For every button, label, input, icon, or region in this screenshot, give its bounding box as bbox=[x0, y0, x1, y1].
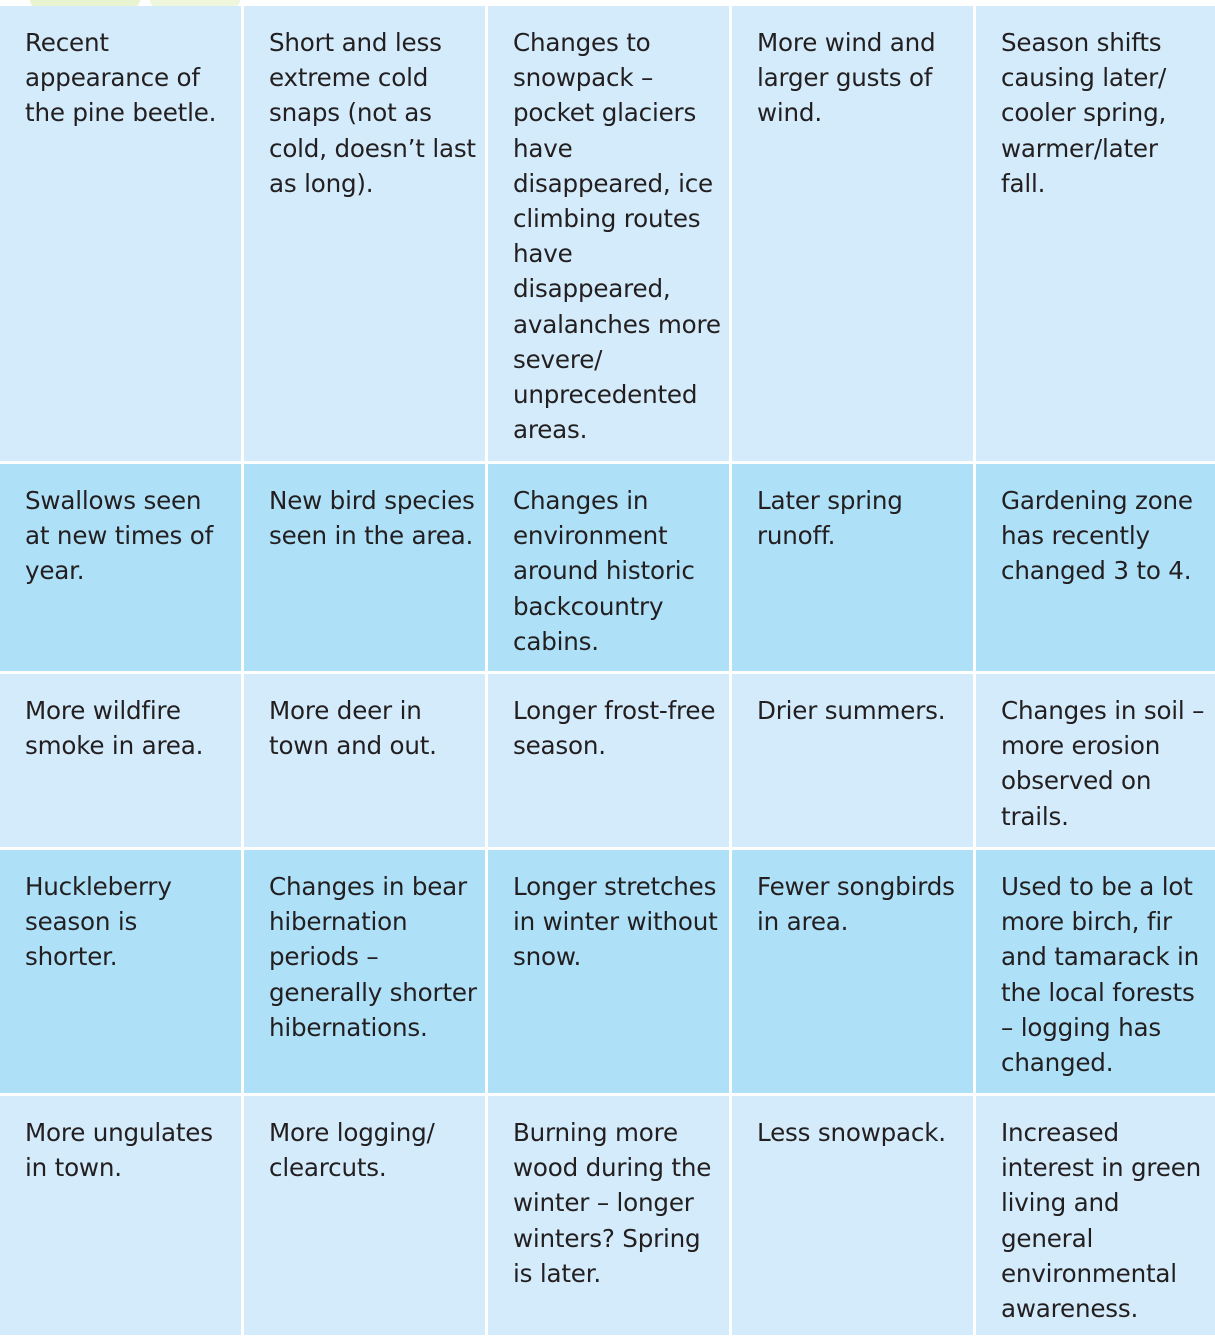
table-cell: Gardening zone has recently changed 3 to 4. bbox=[976, 464, 1215, 674]
table-cell: Burning more wood during the winter – longer winters? Spring is later. bbox=[488, 1096, 732, 1338]
table-cell: Recent appearance of the pine beetle. bbox=[0, 6, 244, 464]
table-cell: More logging/ clearcuts. bbox=[244, 1096, 488, 1338]
table-cell: Changes in bear hibernation periods – generally shorter hibernations. bbox=[244, 850, 488, 1096]
observations-table bbox=[0, 6, 1215, 1338]
table-cell: Longer stretches in winter without snow. bbox=[488, 850, 732, 1096]
table-cell: Swallows seen at new times of year. bbox=[0, 464, 244, 674]
table-cell: Longer frost-free season. bbox=[488, 674, 732, 850]
table-cell: Changes in environment around historic backcountry cabins. bbox=[488, 464, 732, 674]
table-cell: New bird species seen in the area. bbox=[244, 464, 488, 674]
table-cell: Changes to snowpack – pocket glaciers have disappeared, ice climbing routes have disappeared, avalanches more severe/ unprecedented areas. bbox=[488, 6, 732, 464]
table-cell: Increased interest in green living and general environmental awareness. bbox=[976, 1096, 1215, 1338]
table-cell: Short and less extreme cold snaps (not as cold, doesn’t last as long). bbox=[244, 6, 488, 464]
table-cell: More deer in town and out. bbox=[244, 674, 488, 850]
table-cell: Less snowpack. bbox=[732, 1096, 976, 1338]
table-cell: More ungulates in town. bbox=[0, 1096, 244, 1338]
table-cell: More wind and larger gusts of wind. bbox=[732, 6, 976, 464]
table-cell: Fewer songbirds in area. bbox=[732, 850, 976, 1096]
table-cell: Huckleberry season is shorter. bbox=[0, 850, 244, 1096]
table-cell: More wildfire smoke in area. bbox=[0, 674, 244, 850]
table-cell: Drier summers. bbox=[732, 674, 976, 850]
table-cell: Later spring runoff. bbox=[732, 464, 976, 674]
table-cell: Used to be a lot more birch, fir and tamarack in the local forests – logging has changed. bbox=[976, 850, 1215, 1096]
table-cell: Season shifts causing later/ cooler spring, warmer/later fall. bbox=[976, 6, 1215, 464]
table-cell: Changes in soil – more erosion observed on trails. bbox=[976, 674, 1215, 850]
